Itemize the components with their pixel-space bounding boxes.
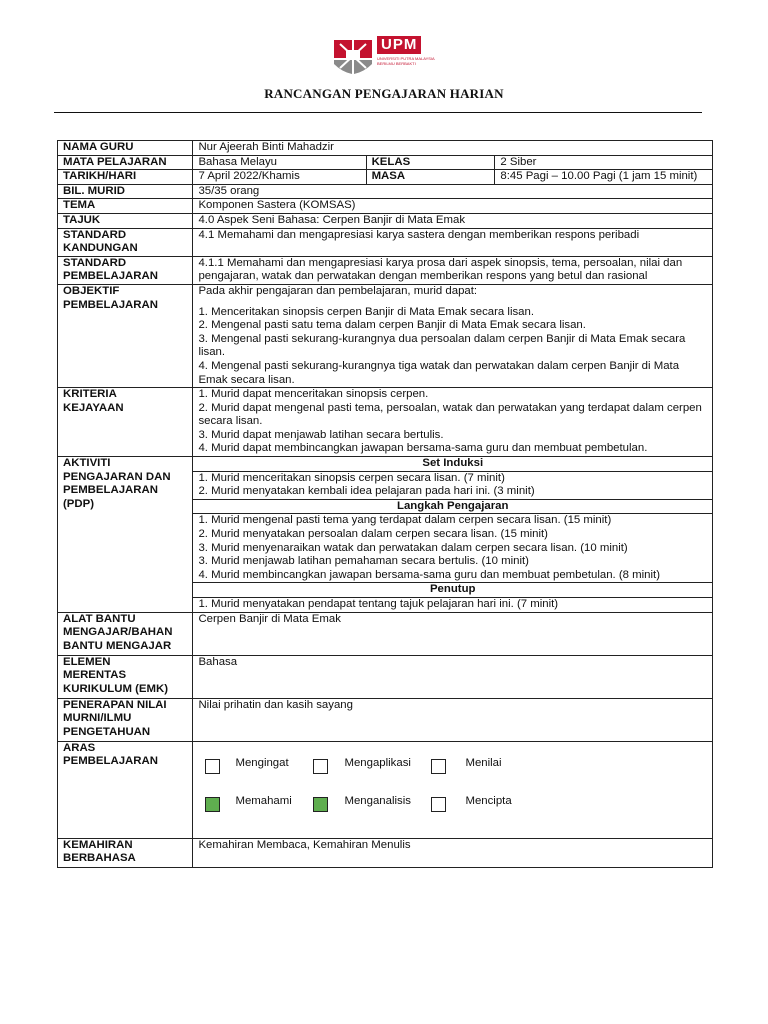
checkbox-mencipta[interactable] xyxy=(431,797,446,812)
upm-logo xyxy=(332,34,434,76)
row-kriteria xyxy=(58,388,713,457)
row-aktiviti-set-induksi-heading xyxy=(58,457,713,472)
label-line: PENERAPAN NILAI xyxy=(63,698,167,711)
label-masa: MASA xyxy=(366,170,495,185)
label-line: PEMBELAJARAN xyxy=(63,298,158,311)
value-standard-kandungan: 4.1 Memahami dan mengapresiasi karya sastera dengan memberikan respons peribadi xyxy=(193,228,713,256)
set-induksi-content xyxy=(193,471,713,499)
list-item: 2. Murid menyatakan persoalan dalam cerpen secara lisan. (15 minit) xyxy=(198,528,548,541)
label-objektif xyxy=(58,284,193,387)
label-alat-bantu xyxy=(58,612,193,655)
value-bil-murid: 35/35 orang xyxy=(193,184,713,199)
label-standard-pembelajaran xyxy=(58,256,193,284)
value-tajuk: 4.0 Aspek Seni Bahasa: Cerpen Banjir di Mata Emak xyxy=(193,213,713,228)
list-item: 1. Murid dapat menceritakan sinopsis cerpen. xyxy=(198,388,429,401)
value-objektif xyxy=(193,284,713,387)
list-item: 1. Menceritakan sinopsis cerpen Banjir di Mata Emak secara lisan. xyxy=(198,305,534,318)
logo-wordmark: UPM xyxy=(377,36,421,54)
label-line: MENGAJAR/BAHAN xyxy=(63,626,173,639)
label-line: KANDUNGAN xyxy=(63,242,138,255)
langkah-heading: Langkah Pengajaran xyxy=(193,499,713,514)
value-emk: Bahasa xyxy=(193,655,713,698)
label-line: OBJEKTIF xyxy=(63,284,120,297)
checkbox-mengaplikasi[interactable] xyxy=(313,759,328,774)
label-line: ELEMEN xyxy=(63,655,111,668)
value-kriteria xyxy=(193,388,713,457)
label-line: ARAS xyxy=(63,741,96,754)
list-item: 3. Mengenal pasti sekurang-kurangnya dua persoalan dalam cerpen Banjir di Mata Emak secara lisan. xyxy=(198,332,686,359)
list-item: 2. Murid menyatakan kembali idea pelajaran pada hari ini. (3 minit) xyxy=(198,485,535,498)
label-bil-murid: BIL. MURID xyxy=(58,184,193,199)
label-tema: TEMA xyxy=(58,199,193,214)
label-line: PENGAJARAN DAN xyxy=(63,470,171,483)
set-induksi-heading: Set Induksi xyxy=(193,457,713,472)
label-line: (PDP) xyxy=(63,497,95,510)
checkbox-label: Mengingat xyxy=(235,756,289,769)
list-item: 1. Murid mengenal pasti tema yang terdapat dalam cerpen secara lisan. (15 minit) xyxy=(198,514,612,527)
list-item: 4. Murid membincangkan jawapan bersama-sama guru dan membuat pembetulan. (8 minit) xyxy=(198,568,661,581)
label-line: PENGETAHUAN xyxy=(63,725,151,738)
row-tarikh xyxy=(58,170,713,185)
label-aras xyxy=(58,741,193,838)
list-item: 3. Murid menjawab latihan pemahaman secara bertulis. (10 minit) xyxy=(198,555,529,568)
checkbox-menganalisis[interactable] xyxy=(313,797,328,812)
list-item: 2. Murid dapat mengenal pasti tema, persoalan, watak dan perwatakan yang terdapat dalam cerpen secara lisan. xyxy=(198,401,702,428)
row-kemahiran xyxy=(58,838,713,867)
objektif-intro: Pada akhir pengajaran dan pembelajaran, murid dapat: xyxy=(198,284,478,297)
list-item: 1. Murid menyatakan pendapat tentang tajuk pelajaran hari ini. (7 minit) xyxy=(198,598,559,610)
value-tarikh: 7 April 2022/Khamis xyxy=(193,170,366,185)
value-mata-pelajaran: Bahasa Melayu xyxy=(193,155,366,170)
label-tarikh: TARIKH/HARI xyxy=(58,170,193,185)
checkbox-label: Menganalisis xyxy=(344,794,411,807)
row-mata-pelajaran xyxy=(58,155,713,170)
label-line: MERENTAS xyxy=(63,669,127,682)
checkbox-mengingat[interactable] xyxy=(205,759,220,774)
label-aktiviti xyxy=(58,457,193,613)
row-alat-bantu xyxy=(58,612,713,655)
label-line: AKTIVITI xyxy=(63,457,111,470)
label-line: BERBAHASA xyxy=(63,852,136,865)
label-line: MURNI/ILMU xyxy=(63,712,132,725)
label-kelas: KELAS xyxy=(366,155,495,170)
label-line: KEMAHIRAN xyxy=(63,838,133,851)
penutup-content xyxy=(193,598,713,613)
row-standard-kandungan xyxy=(58,228,713,256)
label-kemahiran xyxy=(58,838,193,867)
label-line: BANTU MENGAJAR xyxy=(63,639,172,652)
checkbox-label: Mencipta xyxy=(465,794,512,807)
lesson-plan-table xyxy=(57,140,713,868)
label-nama-guru: NAMA GURU xyxy=(58,141,193,156)
value-nama-guru: Nur Ajeerah Binti Mahadzir xyxy=(193,141,713,156)
checkbox-menilai[interactable] xyxy=(431,759,446,774)
label-emk xyxy=(58,655,193,698)
upm-crest-icon xyxy=(332,34,374,76)
label-line: KURIKULUM (EMK) xyxy=(63,682,169,695)
value-nilai: Nilai prihatin dan kasih sayang xyxy=(193,698,713,741)
page-title: RANCANGAN PENGAJARAN HARIAN xyxy=(264,86,504,101)
list-item: 4. Mengenal pasti sekurang-kurangnya tiga watak dan perwatakan dalam cerpen Banjir di Mata Emak secara lisan. xyxy=(198,359,680,386)
label-line: PEMBELAJARAN xyxy=(63,484,158,497)
row-objektif xyxy=(58,284,713,387)
aras-options xyxy=(193,742,712,838)
row-tajuk xyxy=(58,213,713,228)
row-emk xyxy=(58,655,713,698)
list-item: 2. Mengenal pasti satu tema dalam cerpen Banjir di Mata Emak secara lisan. xyxy=(198,319,586,332)
checkbox-memahami[interactable] xyxy=(205,797,220,812)
title-divider xyxy=(54,112,702,113)
checkbox-label: Menilai xyxy=(465,756,502,769)
penutup-heading: Penutup xyxy=(193,583,713,598)
value-kemahiran: Kemahiran Membaca, Kemahiran Menulis xyxy=(193,838,713,867)
value-standard-pembelajaran: 4.1.1 Memahami dan mengapresiasi karya prosa dari aspek sinopsis, tema, persoalan, nilai dan pengajaran, watak dan perwatakan dengan memberikan respons yang betul dan rasional xyxy=(193,256,713,284)
list-item: 4. Murid dapat membincangkan jawapan bersama-sama guru dan membuat pembetulan. xyxy=(198,442,648,455)
label-line: KEJAYAAN xyxy=(63,401,124,414)
row-aras xyxy=(58,741,713,838)
row-tema xyxy=(58,199,713,214)
value-kelas: 2 Siber xyxy=(495,155,713,170)
checkbox-label: Mengaplikasi xyxy=(344,756,411,769)
row-nama-guru xyxy=(58,141,713,156)
row-standard-pembelajaran xyxy=(58,256,713,284)
label-line: PEMBELAJARAN xyxy=(63,755,158,768)
label-line: ALAT BANTU xyxy=(63,612,136,625)
label-tajuk: TAJUK xyxy=(58,213,193,228)
label-standard-kandungan xyxy=(58,228,193,256)
label-line: STANDARD xyxy=(63,228,127,241)
label-line: PEMBELAJARAN xyxy=(63,270,158,283)
label-kriteria xyxy=(58,388,193,457)
checkbox-label: Memahami xyxy=(235,794,292,807)
list-item: 3. Murid dapat menjawab latihan secara bertulis. xyxy=(198,428,444,441)
value-masa: 8:45 Pagi – 10.00 Pagi (1 jam 15 minit) xyxy=(495,170,713,185)
value-aras xyxy=(193,741,713,838)
value-alat-bantu: Cerpen Banjir di Mata Emak xyxy=(193,612,713,655)
label-nilai xyxy=(58,698,193,741)
row-bil-murid xyxy=(58,184,713,199)
value-tema: Komponen Sastera (KOMSAS) xyxy=(193,199,713,214)
row-nilai xyxy=(58,698,713,741)
label-line: KRITERIA xyxy=(63,388,117,401)
list-item: 1. Murid menceritakan sinopsis cerpen secara lisan. (7 minit) xyxy=(198,471,505,484)
list-item: 3. Murid menyenaraikan watak dan perwatakan dalam cerpen secara lisan. (10 minit) xyxy=(198,541,628,554)
label-line: STANDARD xyxy=(63,256,127,269)
langkah-content xyxy=(193,514,713,583)
label-mata-pelajaran: MATA PELAJARAN xyxy=(58,155,193,170)
logo-subtext: UNIVERSITI PUTRA MALAYSIA BERILMU BERBAKTI xyxy=(377,56,435,66)
